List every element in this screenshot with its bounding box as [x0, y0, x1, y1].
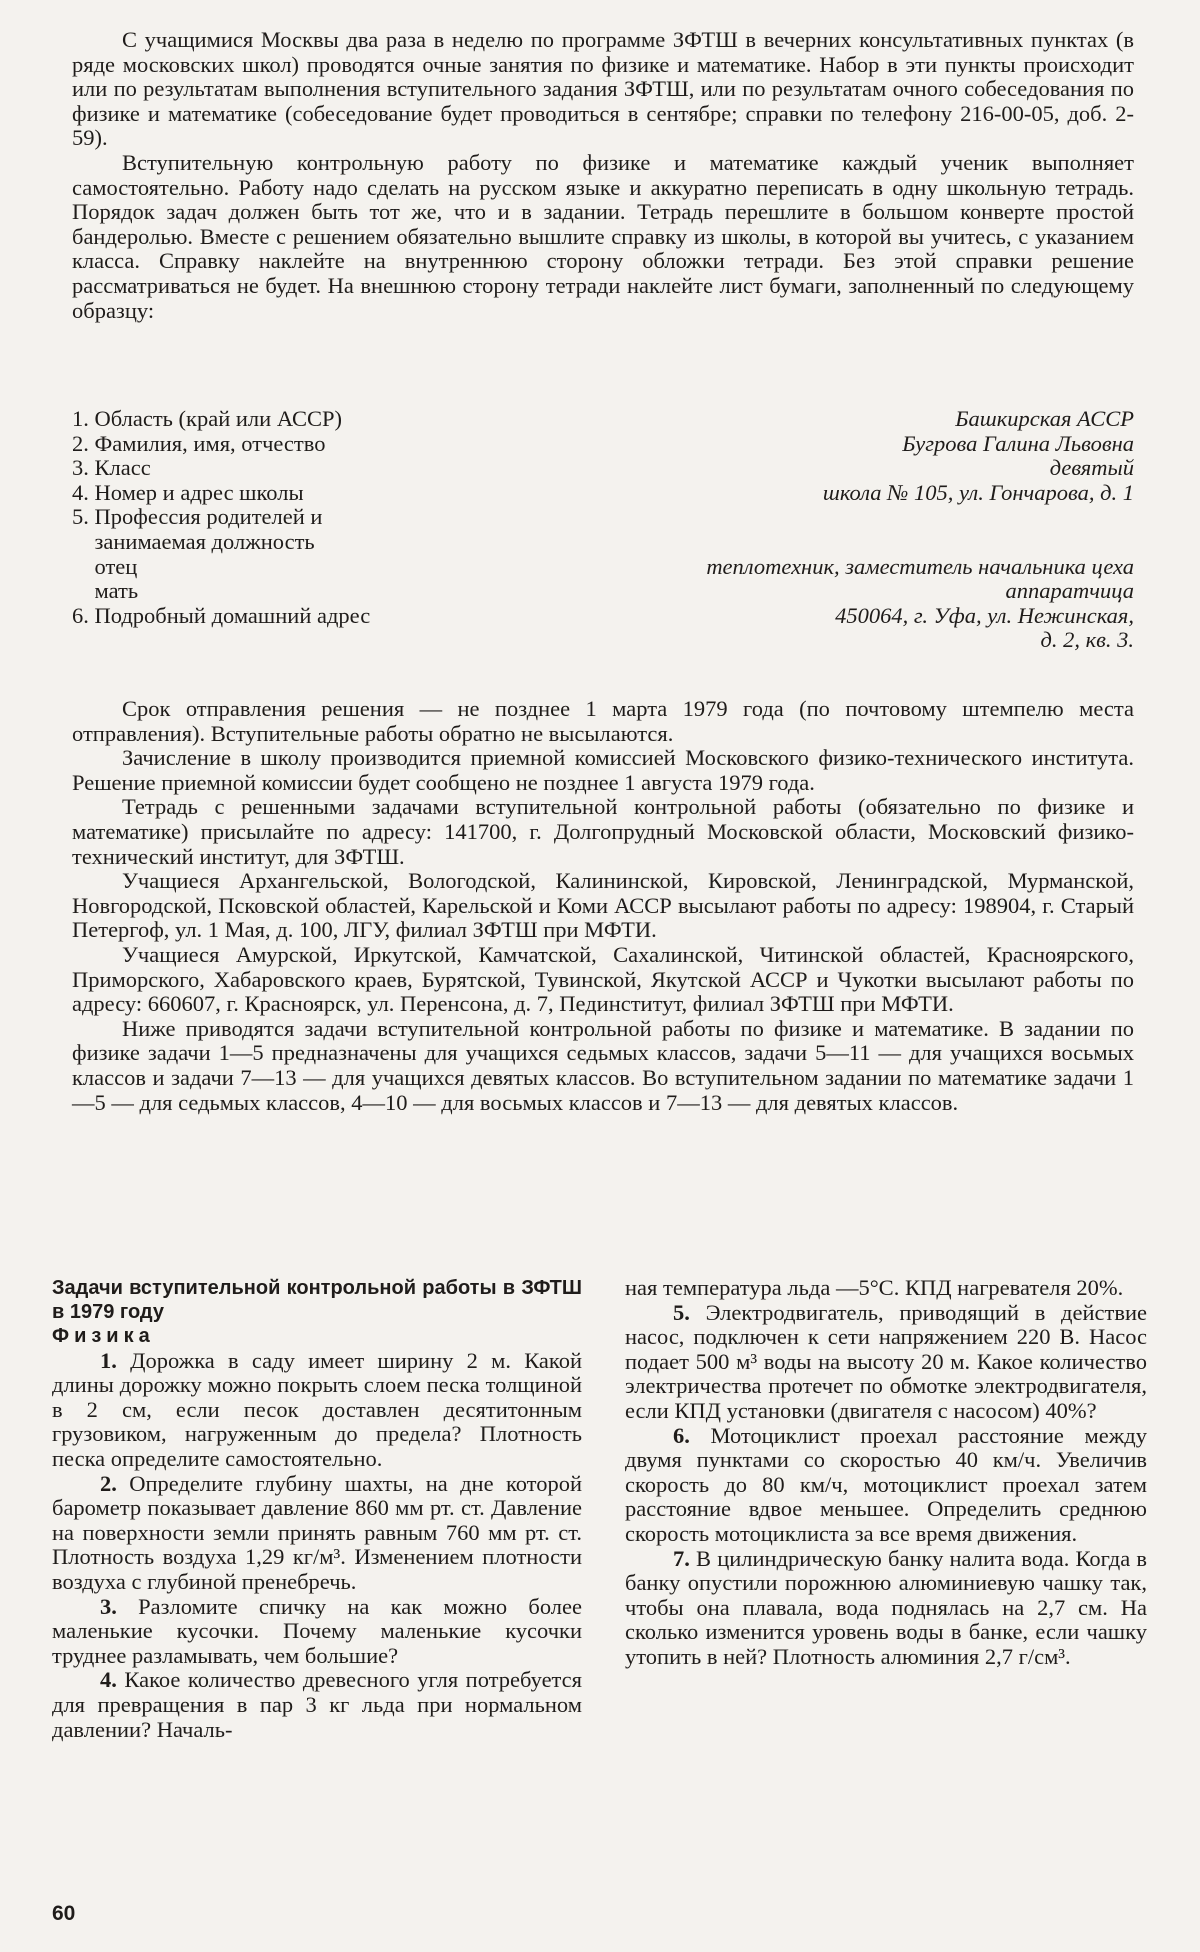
form-value: 450064, г. Уфа, ул. Нежинская, — [835, 602, 1134, 628]
task-item — [52, 1349, 582, 1472]
form-row — [72, 604, 1134, 629]
form-label: отец — [72, 553, 138, 579]
instructions-paragraph: Зачисление в школу производится приемной комиссией Московского физико-технического института. Решение приемной комиссии будет сообщено не позднее 1 августа 1979 года. — [72, 745, 1134, 795]
task-number: 3. — [100, 1593, 117, 1619]
task-number: 1. — [100, 1347, 117, 1373]
physics-subheading: Физика — [52, 1325, 155, 1347]
task-text: Дорожка в саду имеет ширину 2 м. Какой длины дорожку можно покрыть слоем песка толщиной в 2 см, если песок доставлен десятитонным грузовиком, нагруженным до предела? Плотность песка определите самостоятельно. — [52, 1347, 583, 1471]
form-label: 4. Номер и адрес школы — [72, 479, 304, 505]
instructions-section — [72, 697, 1134, 1115]
form-value: аппаратчица — [1005, 578, 1134, 604]
intro-paragraph-1: С учащимися Москвы два раза в неделю по программе ЗФТШ в вечерних консультативных пунктах (в ряде московских школ) проводятся очные занятия по физике и математике. Набор в эти пункты происходит или по результатам выполнения вступительного задания ЗФТШ, или по результатам очного собеседования по физике и математике (собеседование будет проводиться в сентябре; справки по телефону 216-00-05, доб. 2-59). — [72, 27, 1134, 151]
form-value: девятый — [1049, 455, 1134, 481]
task-text: Мотоциклист проехал расстояние между двумя пунктами со скоростью 40 км/ч. Увеличив скорость до 80 км/ч, мотоциклист проехал затем расстояние вдвое меньшее. Определить среднюю скорость мотоциклиста за все время движения. — [625, 1422, 1147, 1546]
task-item — [625, 1424, 1147, 1547]
task-item — [52, 1472, 582, 1595]
intro-section — [72, 28, 1134, 323]
instructions-paragraph: Срок отправления решения — не позднее 1 марта 1979 года (по почтовому штемпелю места отправления). Вступительные работы обратно не высылаются. — [72, 696, 1134, 746]
task-text: Определите глубину шахты, на дне которой барометр показывает давление 860 мм рт. ст. Давление на поверхности земли принять равным 760 мм рт. ст. Плотность воздуха 1,29 кг/м³. Изменением плотности воздуха с глубиной пренебречь. — [52, 1470, 583, 1594]
task-number: 7. — [673, 1545, 690, 1571]
task-continuation: ная температура льда —5°С. КПД нагревателя 20%. — [625, 1275, 1124, 1300]
form-row — [72, 432, 1134, 457]
task-text: Разломите спичку на как можно более маленькие кусочки. Почему маленькие кусочки труднее разламывать, чем большие? — [52, 1593, 583, 1668]
task-text: В цилиндрическую банку налита вода. Когда в банку опустили порожнюю алюминиевую чашку так, чтобы она плавала, вода поднялась на 2,7 см. На сколько изменится уровень воды в банке, если чашку утопить в ней? Плотность алюминия 2,7 г/см³. — [625, 1545, 1147, 1669]
form-value: д. 2, кв. 3. — [1040, 627, 1134, 653]
form-row — [72, 628, 1134, 653]
task-number: 4. — [100, 1667, 117, 1693]
form-label: 2. Фамилия, имя, отчество — [72, 430, 326, 456]
instructions-paragraph: Ниже приводятся задачи вступительной контрольной работы по физике и математике. В задании по физике задачи 1—5 предназначены для учащихся седьмых классов, задачи 5—11 — для учащихся восьмых классов и задачи 7—13 — для учащихся девятых классов. Во вступительном задании по математике задачи 1—5 — для седьмых классов, 4—10 — для восьмых классов и 7—13 — для девятых классов. — [72, 1015, 1134, 1115]
instructions-paragraph: Учащиеся Архангельской, Вологодской, Калининской, Кировской, Ленинградской, Мурманской, Новгородской, Псковской областей, Карельской и Коми АССР высылают работы по адресу: 198904, г. Старый Петергоф, ул. 1 Мая, д. 100, ЛГУ, филиал ЗФТШ при МФТИ. — [72, 868, 1134, 943]
task-item — [625, 1301, 1147, 1424]
instructions-paragraph: Тетрадь с решенными задачами вступительной контрольной работы (обязательно по физике и математике) присылайте по адресу: 141700, г. Долгопрудный Московской области, Московский физико-технический институт, для ЗФТШ. — [72, 794, 1134, 869]
intro-paragraph-2: Вступительную контрольную работу по физике и математике каждый ученик выполняет самостоятельно. Работу надо сделать на русском языке и аккуратно переписать в одну школьную тетрадь. Порядок задач должен быть тот же, что и в задании. Тетрадь перешлите в большом конверте простой бандеролью. Вместе с решением обязательно вышлите справку из школы, в которой вы учитесь, с указанием класса. Справку наклейте на внутреннюю сторону обложки тетради. Без этой справки решение рассматриваться не будет. На внешнюю сторону тетради наклейте лист бумаги, заполненный по следующему образцу: — [72, 149, 1134, 323]
form-row — [72, 505, 1134, 530]
form-row — [72, 481, 1134, 506]
task-number: 5. — [673, 1299, 690, 1325]
form-label: 5. Профессия родителей и — [72, 504, 323, 530]
task-text: Электродвигатель, приводящий в действие насос, подключен к сети напряжением 220 В. Насос подает 500 м³ воды на высоту 20 м. Какое количество электричества протечет по обмотке электродвигателя, если КПД установки (двигателя с насосом) 40%? — [625, 1299, 1147, 1423]
task-number: 2. — [100, 1470, 117, 1496]
task-number: 6. — [673, 1422, 690, 1448]
form-value: школа № 105, ул. Гончарова, д. 1 — [822, 479, 1134, 505]
tasks-right-column — [625, 1276, 1147, 1670]
form-label: 6. Подробный домашний адрес — [72, 602, 371, 628]
form-label: мать — [72, 578, 139, 604]
form-row — [72, 579, 1134, 604]
form-row — [72, 555, 1134, 580]
form-value: Башкирская АССР — [955, 406, 1134, 431]
tasks-heading: Задачи вступительной контрольной работы в ЗФТШ в 1979 году — [52, 1277, 582, 1323]
task-item — [625, 1547, 1147, 1670]
form-value: теплотехник, заместитель начальника цеха — [706, 553, 1134, 579]
form-row — [72, 456, 1134, 481]
task-text: Какое количество древесного угля потребуется для превращения в пар 3 кг льда при нормальном давлении? Началь- — [52, 1667, 582, 1742]
task-item — [52, 1595, 582, 1669]
tasks-left-column — [52, 1276, 582, 1742]
form-row — [72, 407, 1134, 432]
task-item — [52, 1668, 582, 1742]
form-label: 3. Класс — [72, 455, 151, 481]
page-number: 60 — [52, 1902, 76, 1925]
form-row — [72, 530, 1134, 555]
sample-form — [72, 407, 1134, 653]
form-label: 1. Область (край или АССР) — [72, 406, 342, 431]
form-value: Бугрова Галина Львовна — [902, 430, 1134, 456]
form-label: занимаемая должность — [72, 528, 315, 554]
instructions-paragraph: Учащиеся Амурской, Иркутской, Камчатской, Сахалинской, Читинской областей, Красноярского, Приморского, Хабаровского краев, Бурятской, Тувинской, Якутской АССР и Чукотки высылают работы по адресу: 660607, г. Красноярск, ул. Перенсона, д. 7, Пединститут, филиал ЗФТШ при МФТИ. — [72, 941, 1134, 1017]
